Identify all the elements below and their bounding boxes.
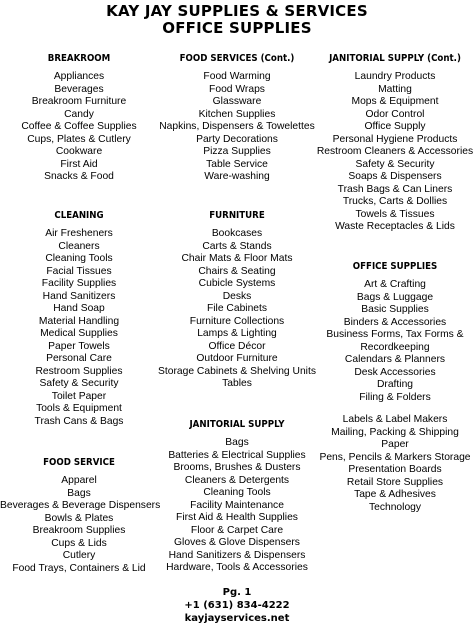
section-title: FOOD SERVICE [43,457,115,468]
list-item: Office Supply [364,121,426,132]
list-item: Office Décor [208,340,266,352]
item-list [316,279,474,514]
list-item: First Aid [60,158,98,170]
list-item: Odor Control [365,108,425,120]
section-title: FURNITURE [209,210,265,221]
list-item: Food Trays, Containers & Lid [12,562,146,574]
section-title: OFFICE SUPPLIES [352,261,438,272]
list-item: Brooms, Brushes & Dusters [173,462,301,473]
list-item: Waste Receptacles & Lids [335,221,455,232]
list-item: Hand Sanitizers & Dispensers [168,549,306,561]
list-item: Pizza Supplies [203,146,271,157]
list-item: Trash Bags & Can Liners [337,183,453,195]
list-item: Kitchen Supplies [198,108,276,120]
list-item: Business Forms, Tax Forms & [326,329,464,340]
list-item: Paper [381,439,409,450]
list-item: File Cabinets [206,303,268,314]
list-item: Towels & Tissues [355,208,435,220]
list-item: Calendars & Planners [344,354,446,365]
list-item: Food Warming [203,71,271,82]
list-item: Snacks & Food [44,171,114,182]
list-item: Mailing, Packing & Shipping [331,426,459,438]
section-office-supplies [316,261,474,514]
list-item: Facility Supplies [41,278,117,289]
list-item: Bowls & Plates [44,512,114,524]
list-item: Paper Towels [48,340,110,352]
list-item: Facility Maintenance [190,499,284,511]
website-link[interactable]: kayjayservices.net [184,613,290,624]
list-item: Restroom Supplies [35,365,123,377]
section-janitorial-supply-cont [316,53,474,234]
list-item: Desks [222,290,252,302]
list-item: Coffee & Coffee Supplies [21,121,137,132]
section-furniture [158,210,316,391]
phone-number: +1 (631) 834-4222 [184,600,290,611]
list-item: Outdoor Furniture [196,353,278,364]
section-title: JANITORIAL SUPPLY (Cont.) [329,53,461,64]
list-item: Medical Supplies [40,328,118,339]
item-list [158,228,316,391]
list-item: Filing & Folders [359,391,431,403]
list-item: Pens, Pencils & Markers Storage [319,451,471,463]
list-item: Labels & Label Makers [342,414,448,425]
list-item: Restroom Cleaners & Accessories [316,146,474,157]
list-item: Personal Care [46,353,112,364]
list-item: Beverages & Beverage Dispensers [0,500,161,511]
list-item: Tables [222,378,252,389]
list-item: Technology [368,501,422,513]
list-item: Chair Mats & Floor Mats [181,253,293,264]
item-list [0,71,158,184]
section-janitorial-supply [158,419,316,575]
list-item: Batteries & Electrical Supplies [168,449,306,461]
item-list [0,228,158,428]
list-item: Food Wraps [209,83,265,95]
list-item: Cleaners [58,240,100,252]
document-title: KAY JAY SUPPLIES & SERVICES [106,2,368,20]
list-item: Cookware [55,146,103,157]
section-food-service [0,457,161,575]
list-item: Trucks, Carts & Dollies [342,196,448,207]
list-item: Air Fresheners [45,228,113,239]
section-title: CLEANING [54,210,104,221]
list-item: Safety & Security [355,158,435,170]
page-number: Pg. 1 [222,587,252,598]
list-item: Tape & Adhesives [354,489,436,500]
section-title: BREAKROOM [47,53,111,64]
footer [0,586,474,625]
list-item: Mops & Equipment [351,96,439,107]
document-subtitle: OFFICE SUPPLIES [162,19,312,37]
list-item: Gloves & Glove Dispensers [174,537,300,548]
list-item: Party Decorations [196,133,278,145]
list-item: Tools & Equipment [36,403,122,414]
list-item: Ware-washing [204,171,270,182]
list-item: First Aid & Health Supplies [176,512,298,523]
list-item: Art & Crafting [364,279,426,290]
item-list [0,475,161,575]
list-spacer [316,404,474,414]
list-item: Toilet Paper [51,390,107,402]
list-item: Cleaners & Detergents [184,474,290,486]
list-item: Cleaning Tools [45,253,113,264]
list-item: Bags [225,437,249,448]
list-item: Hardware, Tools & Accessories [166,562,308,573]
list-item: Cubicle Systems [198,278,276,289]
list-item: Carts & Stands [202,240,272,252]
item-list [316,71,474,234]
list-item: Appliances [53,71,105,82]
list-item: Lamps & Lighting [197,328,277,339]
list-item: Furniture Collections [189,315,285,327]
list-item: Candy [64,108,94,120]
section-title: JANITORIAL SUPPLY [189,419,285,430]
list-item: Apparel [61,475,97,486]
list-item: Retail Store Supplies [346,476,444,488]
list-item: Binders & Accessories [343,316,447,328]
list-item: Bags [67,487,91,499]
list-item: Laundry Products [354,71,436,82]
section-title: FOOD SERVICES (Cont.) [179,53,295,64]
list-item: Hand Soap [53,303,105,314]
list-item: Recordkeeping [360,341,430,353]
list-item: Table Service [206,158,268,170]
list-item: Chairs & Seating [198,265,276,277]
list-item: Matting [378,83,412,95]
list-item: Material Handling [38,315,120,327]
list-item: Facial Tissues [46,265,112,277]
list-item: Napkins, Dispensers & Towelettes [159,121,315,132]
list-item: Cleaning Tools [203,487,271,498]
list-item: Glassware [212,96,262,107]
list-item: Drafting [376,379,414,390]
list-item: Presentation Boards [348,464,442,475]
list-item: Cups & Lids [51,537,107,549]
list-item: Cups, Plates & Cutlery [27,133,131,145]
section-breakroom [0,53,158,184]
list-item: Soaps & Dispensers [348,171,442,182]
section-cleaning [0,210,158,428]
list-item: Breakroom Supplies [32,525,126,536]
list-item: Safety & Security [39,378,119,389]
list-item: Hand Sanitizers [42,290,116,302]
list-item: Cutlery [62,550,96,561]
list-item: Bags & Luggage [356,291,434,303]
list-item: Bookcases [211,228,263,239]
item-list [158,71,316,184]
list-item: Breakroom Furniture [31,96,127,107]
item-list [158,437,316,575]
list-item: Beverages [54,83,104,95]
section-food-services-cont [158,53,316,184]
list-item: Storage Cabinets & Shelving Units [158,365,316,377]
list-item: Personal Hygiene Products [332,133,458,145]
list-item: Desk Accessories [354,366,436,378]
list-item: Basic Supplies [361,304,429,315]
list-item: Floor & Carpet Care [190,524,284,536]
list-item: Trash Cans & Bags [34,415,124,427]
